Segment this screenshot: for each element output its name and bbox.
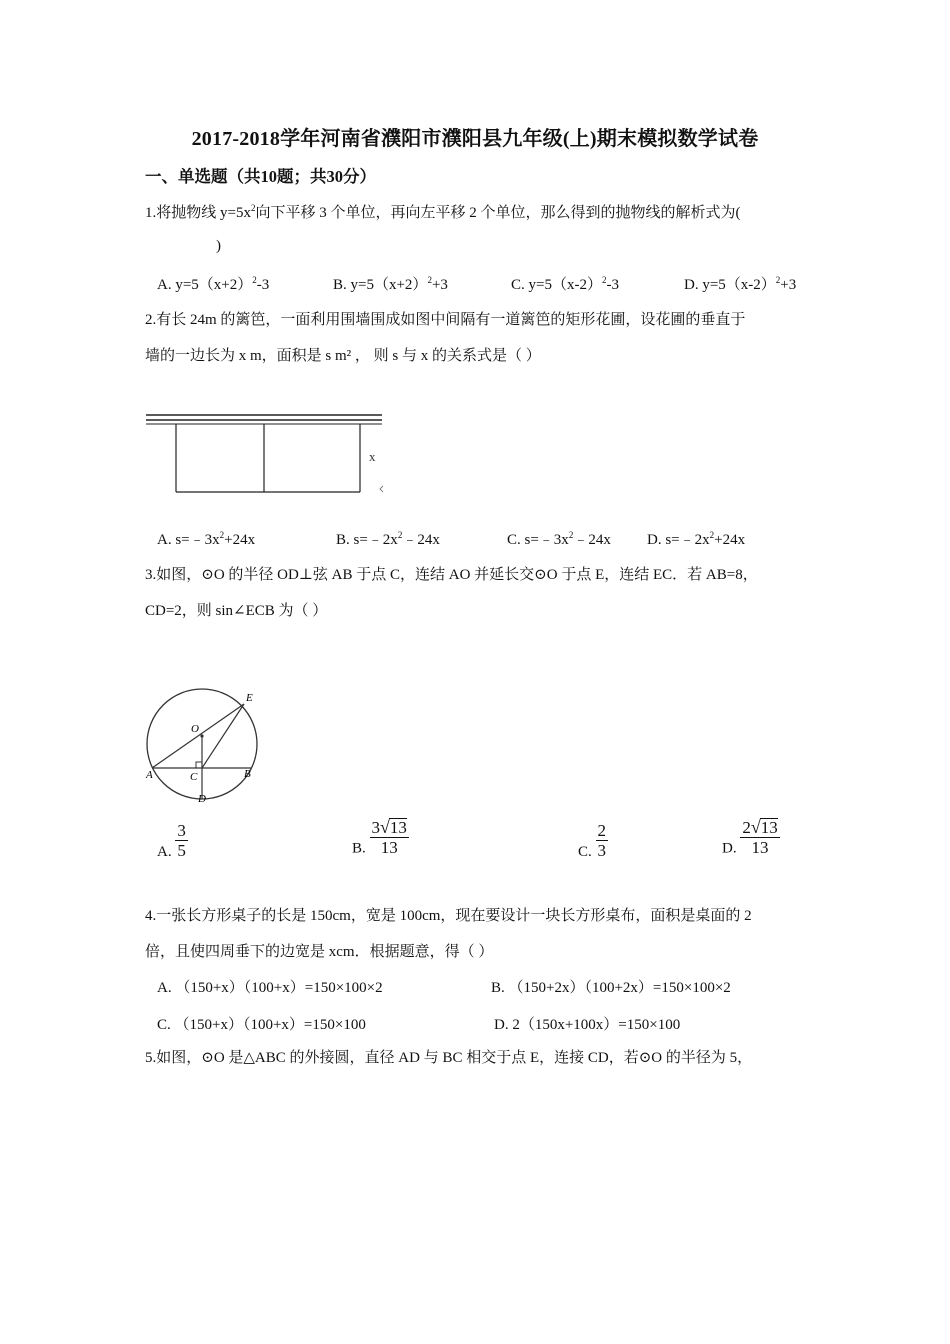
q3-option-d-fraction	[740, 818, 779, 856]
label-e: E	[246, 692, 253, 704]
q2-option-a-sup: 2	[219, 530, 225, 540]
q1-option-a-post: -3	[256, 277, 270, 293]
q3-stem-line1: 3.如图，⊙O 的半径 OD⊥弦 AB 于点 C，连结 AO 并延长交⊙O 于点 E，连结 EC．若 AB=8，	[145, 567, 758, 583]
q1-option-b-pre: B. y=5（x+2）	[333, 277, 428, 293]
q3-option-b-fraction	[370, 818, 409, 856]
q3-option-b-label: B.	[352, 840, 366, 857]
q1-option-b	[333, 273, 448, 294]
q1-stem-a: 1.将抛物线 y=5x	[145, 205, 251, 221]
q2-fence-figure	[140, 408, 390, 500]
q1-option-a	[157, 273, 269, 294]
q4-option-c: C. （150+x）（100+x）=150×100	[157, 1017, 366, 1033]
q3-option-b-numerator	[370, 818, 409, 836]
q3-option-c-numerator: 2	[597, 821, 607, 840]
q2-option-c-pre: C. s=﹣3x	[507, 532, 569, 548]
q1-option-c-sup: 2	[601, 275, 607, 285]
label-b: B	[244, 768, 251, 780]
q3-option-a	[157, 822, 188, 861]
q2-option-a-post: +24x	[224, 532, 256, 548]
q3-option-a-numerator: 3	[177, 821, 186, 840]
q3-option-a-denominator: 5	[177, 841, 186, 860]
q2-option-b-pre: B. s=﹣2x	[336, 532, 398, 548]
q4-option-a: A. （150+x）（100+x）=150×100×2	[157, 980, 383, 996]
q2-option-c-post: ﹣24x	[573, 532, 611, 548]
q4-stem-line1: 4.一张长方形桌子的长是 150cm，宽是 100cm，现在要设计一块长方形桌布，面积是桌面的 2	[145, 908, 752, 924]
q1-stem-sup: 2	[250, 203, 256, 213]
q1-option-c	[511, 273, 619, 294]
q1-option-b-post: +3	[431, 277, 448, 293]
q2-option-a-pre: A. s=﹣3x	[157, 532, 220, 548]
q1-option-b-sup: 2	[427, 275, 432, 285]
q1-option-d-sup: 2	[775, 275, 781, 285]
q1-stem-line1	[145, 201, 740, 222]
q2-option-a	[157, 528, 255, 549]
q2-option-d-post: +24x	[714, 532, 746, 548]
q3-option-d	[722, 818, 780, 857]
q2-option-d-sup: 2	[709, 530, 715, 540]
q1-option-a-sup: 2	[252, 275, 257, 285]
label-o: O	[191, 723, 199, 735]
q2-option-b-sup: 2	[397, 530, 403, 540]
q3-option-c-fraction	[596, 822, 609, 859]
label-c: C	[190, 771, 198, 783]
label-d: D	[198, 793, 206, 805]
arrow-mark-icon	[380, 486, 383, 492]
q5-stem-line1: 5.如图，⊙O 是△ABC 的外接圆，直径 AD 与 BC 相交于点 E，连接 CD，若⊙O 的半径为 5，	[145, 1050, 753, 1066]
q4-option-d: D. 2（150x+100x）=150×100	[494, 1017, 681, 1033]
q1-option-d	[684, 273, 796, 294]
q2-option-c	[507, 528, 611, 549]
q1-option-c-post: -3	[606, 277, 619, 293]
line-ec	[202, 704, 244, 768]
q2-option-c-sup: 2	[568, 530, 574, 540]
q1-option-a-pre: A. y=5（x+2）	[157, 277, 253, 293]
radical-icon: √	[380, 817, 390, 837]
q3-option-a-fraction	[175, 822, 188, 859]
fence-x-label: x	[369, 449, 376, 464]
q3-option-d-numerator	[740, 818, 779, 836]
q3-option-c-label: C.	[578, 843, 592, 860]
q3-option-b	[352, 818, 409, 857]
q3-option-c-denominator: 3	[597, 841, 607, 860]
center-point-icon	[200, 734, 203, 737]
q1-option-c-pre: C. y=5（x-2）	[511, 277, 602, 293]
q3-option-b-radicand: 13	[389, 818, 407, 837]
q3-option-b-denominator: 13	[380, 838, 398, 857]
q3-option-d-label: D.	[722, 840, 737, 857]
q3-stem-line2: CD=2，则 sin∠ECB 为（ ）	[145, 603, 328, 619]
q2-stem-line1: 2.有长 24m 的篱笆，一面利用围墙围成如图中间隔有一道篱笆的矩形花圃，设花圃的垂直于	[145, 312, 746, 328]
q3-option-c	[578, 822, 608, 861]
q2-stem-line2: 墙的一边长为 x m，面积是 s m² ， 则 s 与 x 的关系式是（ ）	[145, 348, 541, 364]
label-a: A	[146, 769, 153, 781]
section-heading: 一、单选题（共10题；共30分）	[145, 167, 376, 186]
q3-option-d-denominator: 13	[751, 838, 769, 857]
q2-option-b-post: ﹣24x	[402, 532, 440, 548]
q3-option-d-coef: 2	[742, 818, 751, 837]
q2-option-d-pre: D. s=﹣2x	[647, 532, 710, 548]
line-ae	[152, 704, 244, 768]
page-title: 2017-2018学年河南省濮阳市濮阳县九年级(上)期末模拟数学试卷	[191, 128, 759, 150]
q1-option-d-pre: D. y=5（x-2）	[684, 277, 776, 293]
q3-option-a-label: A.	[157, 843, 172, 860]
q3-option-d-radicand: 13	[760, 818, 778, 837]
q3-circle-figure	[140, 684, 265, 808]
q4-stem-line2: 倍，且使四周垂下的边宽是 xcm．根据题意，得（ ）	[145, 944, 494, 960]
q2-option-b	[336, 528, 440, 549]
q3-option-b-coef: 3	[371, 818, 381, 837]
radical-icon: √	[750, 817, 761, 837]
q2-option-d	[647, 528, 745, 549]
q1-option-d-post: +3	[780, 277, 797, 293]
q4-option-b: B. （150+2x）（100+2x）=150×100×2	[491, 980, 731, 996]
right-angle-icon	[196, 762, 202, 768]
q1-stem-b: 向下平移 3 个单位，再向左平移 2 个单位，那么得到的抛物线的解析式为(	[255, 205, 741, 221]
q1-stem-line2: )	[216, 238, 221, 254]
